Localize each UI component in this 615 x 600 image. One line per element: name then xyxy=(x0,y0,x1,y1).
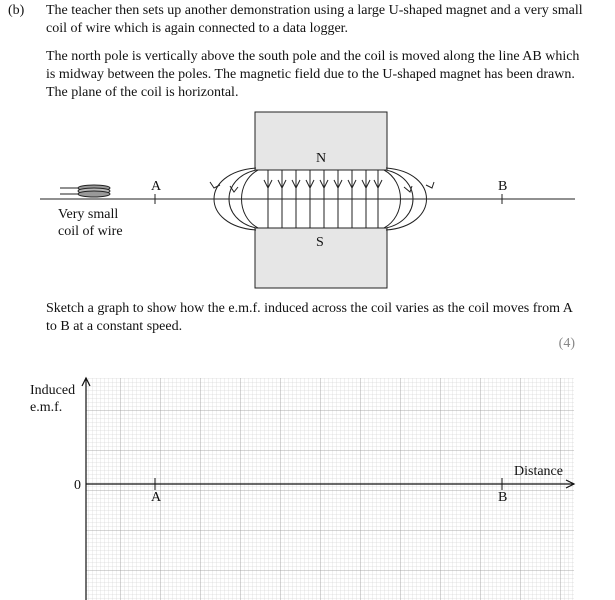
setup-paragraph: The north pole is vertically above the south pole and the coil is moved along the line AB which is midway between the poles. The magnetic field due to the U-shaped magnet has been drawn. The plane of the coil is horizontal. xyxy=(46,49,580,100)
graph-tick-a-label: A xyxy=(151,490,162,505)
part-label: (b) xyxy=(8,3,25,18)
magnet-diagram xyxy=(0,110,615,300)
coil-label-line2: coil of wire xyxy=(58,224,123,239)
origin-label: 0 xyxy=(74,478,81,493)
x-axis-label: Distance xyxy=(514,464,563,479)
intro-text: The teacher then sets up another demonstration using a large U-shaped magnet and a very small coil of wire which is again connected to a data logger. xyxy=(46,3,583,36)
point-b-label: B xyxy=(498,179,508,194)
graph-tick-b-label: B xyxy=(498,490,508,505)
y-label-line1: Induced xyxy=(30,383,76,398)
graph-paper[interactable] xyxy=(86,378,574,600)
y-label-line2: e.m.f. xyxy=(30,400,63,415)
point-a-label: A xyxy=(151,179,162,194)
south-label: S xyxy=(316,235,324,250)
north-label: N xyxy=(316,151,327,166)
emf-graph xyxy=(0,370,615,600)
coil-icon xyxy=(60,185,110,197)
marks-label: (4) xyxy=(558,336,575,351)
question-text: Sketch a graph to show how the e.m.f. induced across the coil varies as the coil moves from A to B at a constant speed. xyxy=(46,301,573,334)
coil-label-line1: Very small xyxy=(58,207,119,222)
